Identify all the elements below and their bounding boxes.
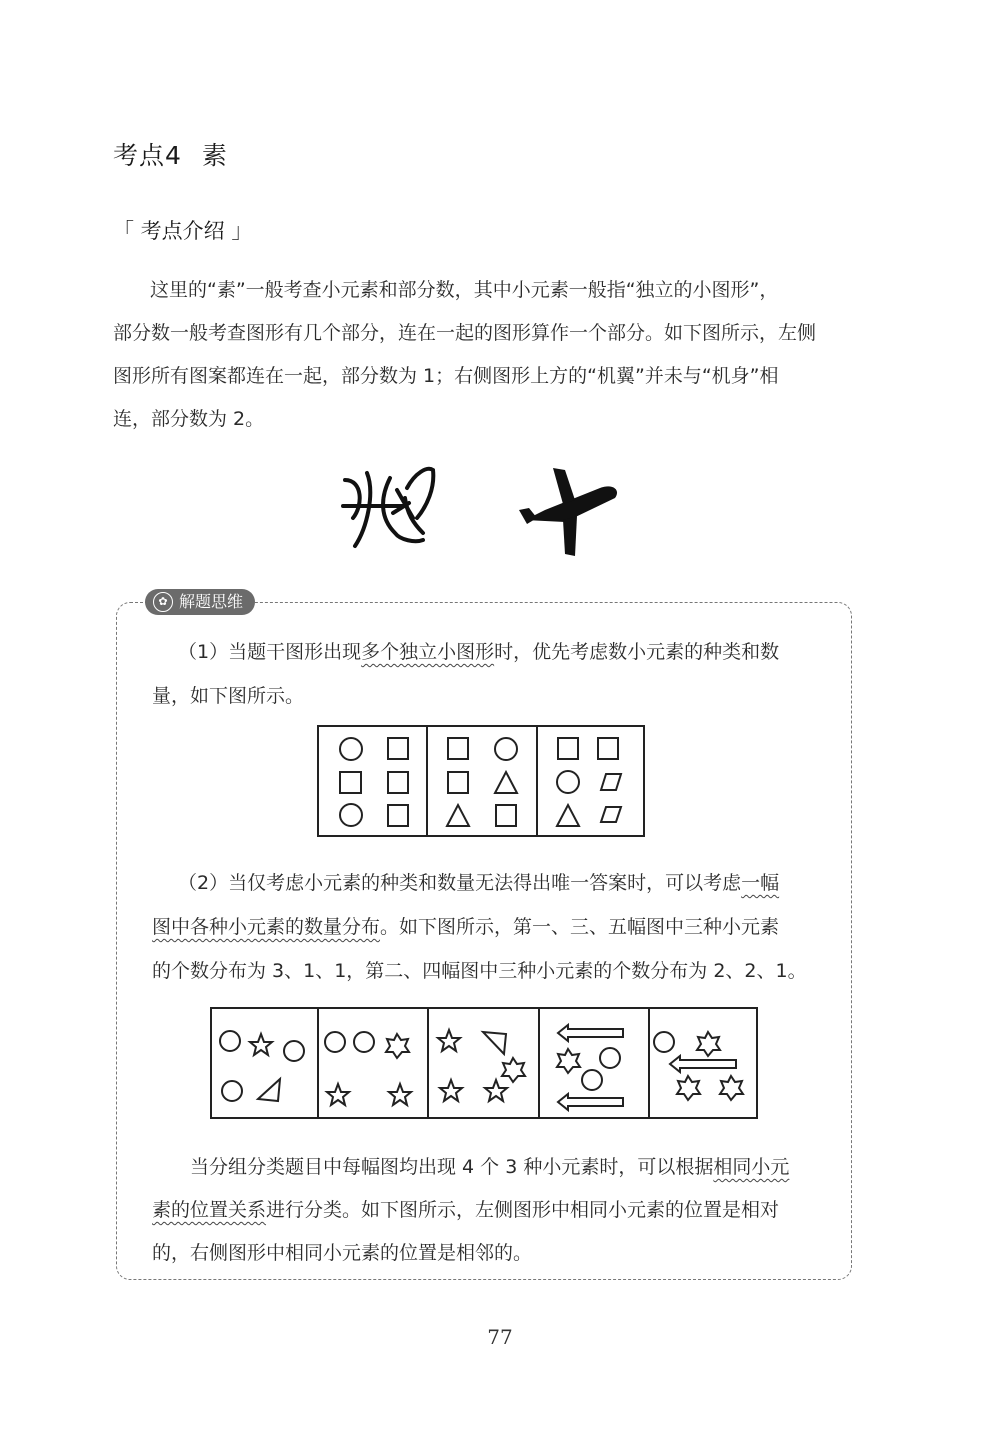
section-label: 考点4 <box>113 141 182 170</box>
shape-grid-figure <box>315 722 647 840</box>
intro-line-2: 部分数一般考查图形有几个部分，连在一起的图形算作一个部分。如下图所示，左侧 <box>113 322 817 344</box>
section-term: 素 <box>201 141 228 170</box>
connected-figure <box>335 458 445 558</box>
tip3-text-a: 当分组分类题目中每幅图均出现 4 个 3 种小元素时，可以根据 <box>190 1156 714 1178</box>
tip2-line-1 <box>178 868 779 895</box>
tip1-text-b: 时，优先考虑数小元素的种类和数 <box>494 641 780 663</box>
tip3-emphasis-a: 相同小元 <box>713 1156 790 1178</box>
distribution-figure <box>208 1004 760 1122</box>
tip3-text-b: 进行分类 <box>266 1199 343 1221</box>
tip1-line-1 <box>178 637 779 664</box>
tip3-line-3: 的，右侧图形中相同小元素的位置是相邻的。 <box>152 1242 533 1264</box>
tip1-line-2: 量，如下图所示。 <box>152 685 305 707</box>
tip1-text-a: （1）当题干图形出现 <box>178 641 362 663</box>
subsection-heading: 「 考点介绍 」 <box>113 219 253 243</box>
page-number: 77 <box>487 1325 513 1349</box>
flower-icon: ✿ <box>153 592 173 612</box>
tip3-emphasis-b: 素的位置关系 <box>152 1199 267 1221</box>
tip3-text-c: 。如下图所示，左侧图形中相同小元素的位置是相对 <box>342 1199 780 1221</box>
tip1-emphasis: 多个独立小图形 <box>361 641 495 663</box>
tip-badge-label: 解题思维 <box>179 592 244 611</box>
tip2-line-2 <box>152 912 779 939</box>
intro-line-1: 这里的“素”一般考查小元素和部分数，其中小元素一般指“独立的小图形”， <box>150 279 779 301</box>
section-title <box>113 136 228 172</box>
intro-line-4: 连，部分数为 2。 <box>113 408 265 430</box>
tip2-line-3: 的个数分布为 3、1、1，第二、四幅图中三种小元素的个数分布为 2、2、1。 <box>152 960 807 982</box>
tip3-line-2 <box>152 1195 779 1222</box>
tip-badge <box>145 589 255 615</box>
tip2-text-a: （2）当仅考虑小元素的种类和数量无法得出唯一答案时，可以考虑 <box>178 872 742 894</box>
tip2-emphasis-a: 一幅 <box>741 872 780 894</box>
intro-line-3: 图形所有图案都连在一起，部分数为 1；右侧图形上方的“机翼”并未与“机身”相 <box>113 365 779 387</box>
tip2-emphasis-b: 图中各种小元素的数量分布 <box>152 916 381 938</box>
tip3-line-1 <box>190 1152 789 1179</box>
tip2-text-b: 。如下图所示，第一、三、五幅图中三种小元素 <box>380 916 780 938</box>
airplane-figure <box>515 460 625 560</box>
